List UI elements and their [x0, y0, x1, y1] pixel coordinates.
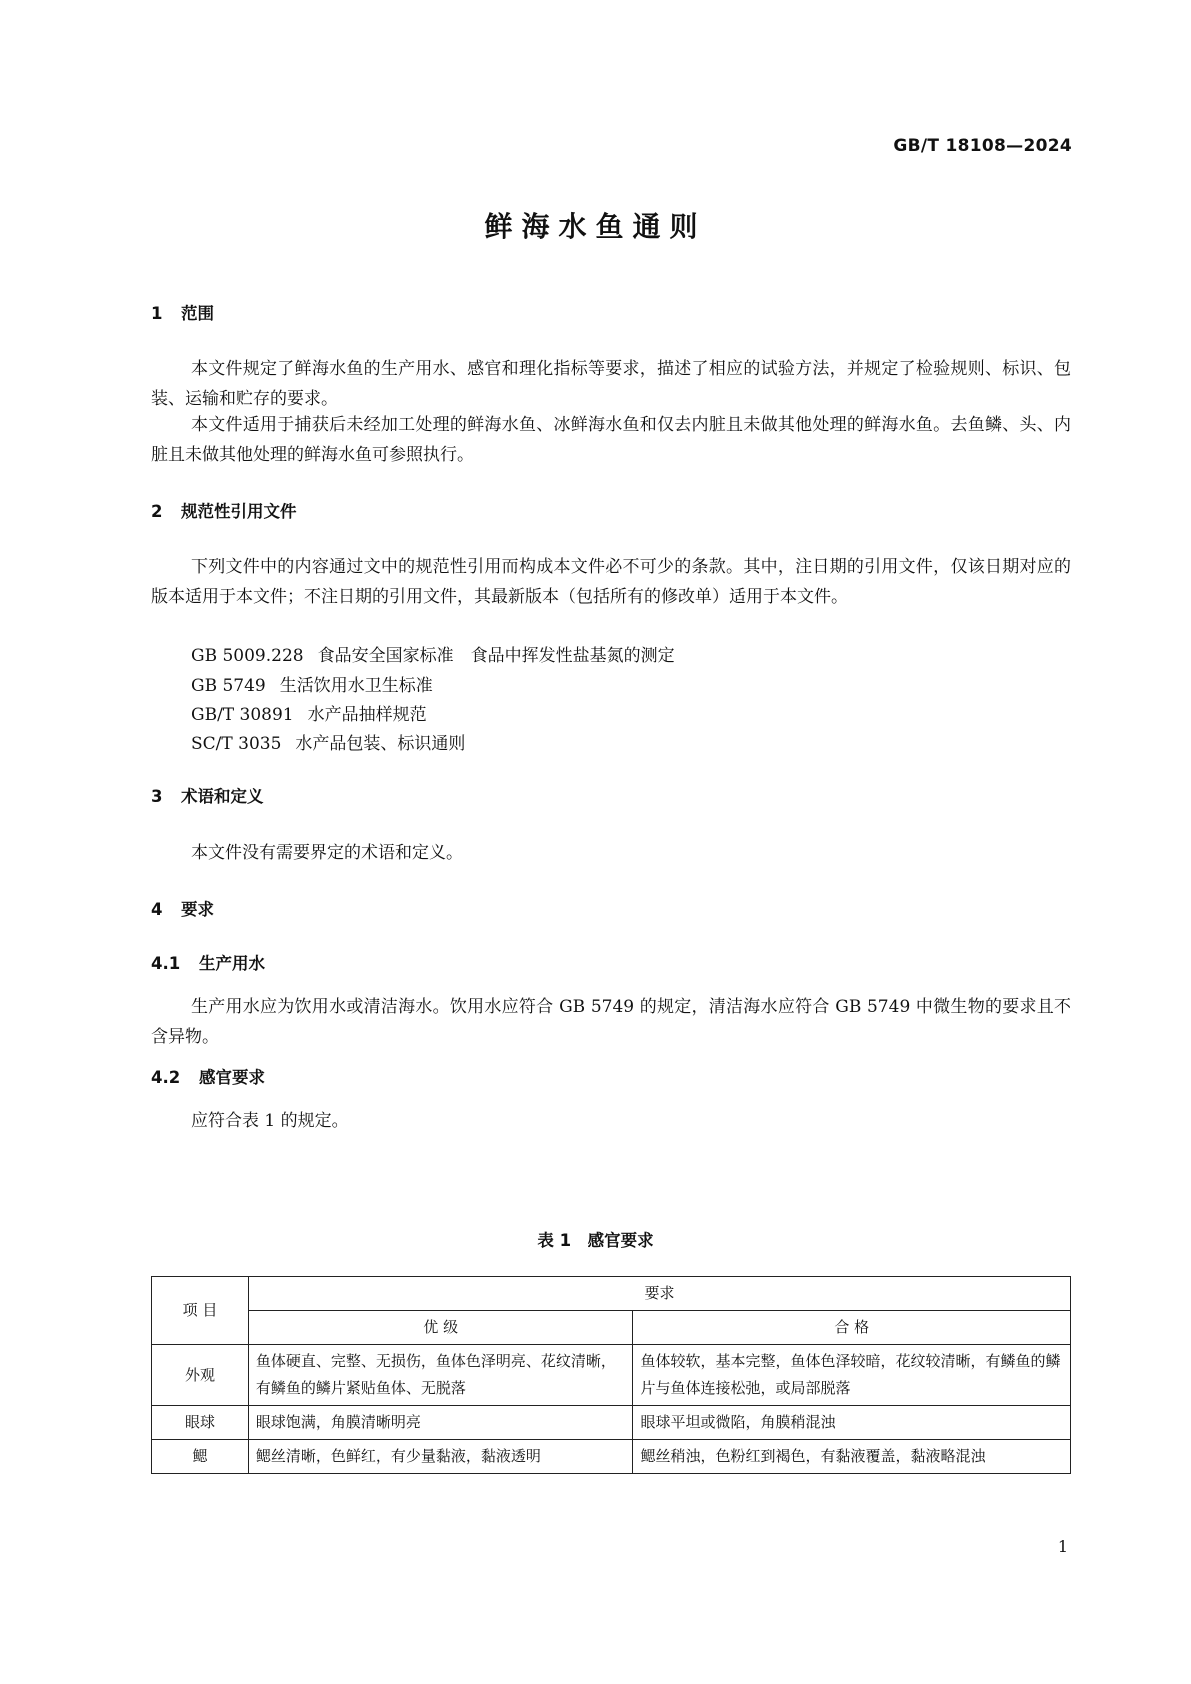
section-number: 4.1	[151, 954, 181, 973]
header-qualified-grade: 合 格	[633, 1311, 1071, 1345]
section-title: 规范性引用文件	[181, 502, 297, 521]
table-header-row	[152, 1277, 1071, 1311]
row-excellent: 鱼体硬直、完整、无损伤，鱼体色泽明亮、花纹清晰，有鳞鱼的鳞片紧贴鱼体、无脱落	[248, 1345, 633, 1406]
section-4-2-paragraph-1: 应符合表 1 的规定。	[191, 1111, 349, 1131]
header-item: 项 目	[152, 1277, 249, 1345]
reference-title: 水产品包装、标识通则	[295, 734, 466, 754]
header-requirements: 要求	[248, 1277, 1070, 1311]
row-qualified: 鳃丝稍浊，色粉红到褐色，有黏液覆盖，黏液略混浊	[633, 1440, 1071, 1474]
section-title: 要求	[181, 900, 214, 919]
section-title: 感官要求	[199, 1068, 265, 1087]
row-qualified: 眼球平坦或微陷，角膜稍混浊	[633, 1406, 1071, 1440]
reference-title: 食品安全国家标准 食品中挥发性盐基氮的测定	[317, 646, 675, 666]
section-number: 4	[151, 900, 163, 919]
reference-item	[191, 641, 675, 666]
reference-code: GB/T 30891	[191, 705, 294, 725]
row-qualified: 鱼体较软，基本完整，鱼体色泽较暗，花纹较清晰，有鳞鱼的鳞片与鱼体连接松弛，或局部脱落	[633, 1345, 1071, 1406]
table-row	[152, 1345, 1071, 1406]
table-caption: 表 1 感官要求	[537, 1231, 654, 1250]
reference-code: GB 5749	[191, 676, 266, 696]
section-number: 1	[151, 304, 163, 323]
section-4-1-heading	[151, 950, 265, 974]
table-subheader-row	[152, 1311, 1071, 1345]
section-1-paragraph-2: 本文件适用于捕获后未经加工处理的鲜海水鱼、冰鲜海水鱼和仅去内脏且未做其他处理的鲜海水鱼。去鱼鳞、头、内脏且未做其他处理的鲜海水鱼可参照执行。	[151, 415, 1071, 465]
section-4-heading	[151, 896, 214, 920]
reference-title: 水产品抽样规范	[307, 705, 427, 725]
table-row	[152, 1440, 1071, 1474]
section-number: 4.2	[151, 1068, 181, 1087]
section-3-heading	[151, 783, 264, 807]
row-excellent: 眼球饱满，角膜清晰明亮	[248, 1406, 633, 1440]
section-number: 2	[151, 502, 163, 521]
section-1-paragraph-1: 本文件规定了鲜海水鱼的生产用水、感官和理化指标等要求，描述了相应的试验方法，并规定了检验规则、标识、包装、运输和贮存的要求。	[151, 359, 1071, 409]
reference-code: GB 5009.228	[191, 646, 304, 666]
reference-item	[191, 729, 465, 754]
reference-code: SC/T 3035	[191, 734, 282, 754]
reference-item	[191, 700, 427, 725]
section-4-1-paragraph-1: 生产用水应为饮用水或清洁海水。饮用水应符合 GB 5749 的规定，清洁海水应符合 GB 5749 中微生物的要求且不含异物。	[151, 997, 1071, 1047]
row-excellent: 鳃丝清晰，色鲜红，有少量黏液，黏液透明	[248, 1440, 633, 1474]
section-4-2-heading	[151, 1064, 265, 1088]
reference-item	[191, 671, 433, 696]
reference-title: 生活饮用水卫生标准	[279, 676, 433, 696]
section-2-heading	[151, 498, 297, 522]
table-row	[152, 1406, 1071, 1440]
header-excellent-grade: 优 级	[248, 1311, 633, 1345]
page-number: 1	[1057, 1537, 1068, 1556]
row-item: 鳃	[152, 1440, 249, 1474]
row-item: 眼球	[152, 1406, 249, 1440]
section-title: 范围	[181, 304, 214, 323]
section-number: 3	[151, 787, 163, 806]
section-3-paragraph-1: 本文件没有需要界定的术语和定义。	[191, 843, 463, 863]
section-1-heading	[151, 300, 214, 324]
section-2-paragraph-1: 下列文件中的内容通过文中的规范性引用而构成本文件必不可少的条款。其中，注日期的引用文件，仅该日期对应的版本适用于本文件；不注日期的引用文件，其最新版本（包括所有的修改单）适用于本文件。	[151, 557, 1071, 607]
row-item: 外观	[152, 1345, 249, 1406]
section-title: 生产用水	[199, 954, 265, 973]
sensory-requirements-table	[151, 1276, 1071, 1474]
document-title: 鲜海水鱼通则	[484, 210, 707, 243]
section-title: 术语和定义	[181, 787, 264, 806]
standard-number: GB/T 18108—2024	[893, 136, 1072, 156]
